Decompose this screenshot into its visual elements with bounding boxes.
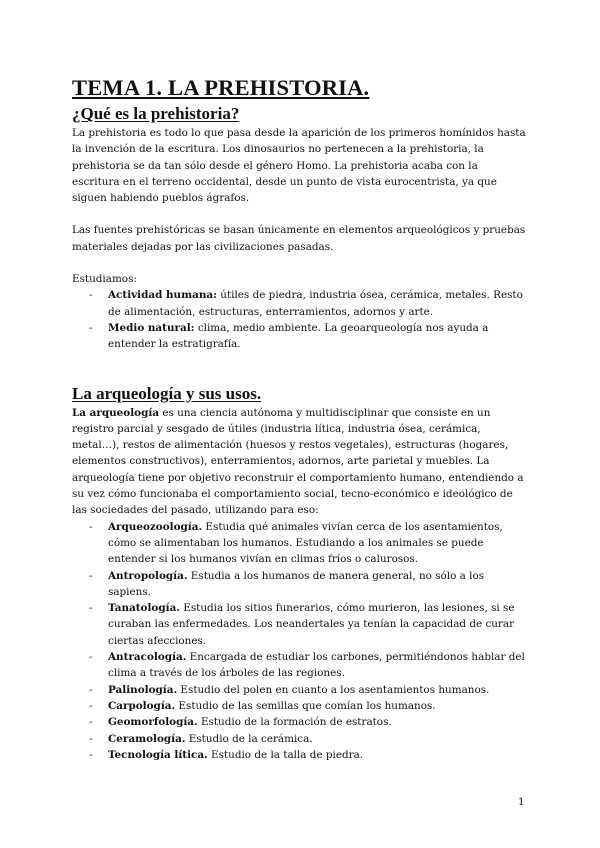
list-item — [72, 287, 528, 320]
list-item — [72, 519, 528, 568]
item-text: Estudio de la cerámica. — [185, 732, 313, 745]
list-item — [72, 649, 528, 682]
item-term: Tecnología lítica. — [108, 748, 208, 761]
list-item — [72, 682, 528, 698]
item-term: Antropología. — [108, 569, 188, 582]
item-text: Estudia qué animales vivían cerca de los asentamientos, cómo se alimentaban los humanos. Estudiando a los animales se puede entender si los humanos vivían en climas fríos o calurosos. — [108, 520, 503, 566]
item-term: Antracología. — [108, 651, 187, 664]
intro-term: La arqueología — [72, 406, 160, 419]
item-term: Ceramología. — [108, 732, 186, 745]
item-term: Arqueozoología. — [108, 520, 203, 533]
study-list — [72, 287, 528, 352]
page-title: TEMA 1. LA PREHISTORIA. — [72, 75, 370, 100]
list-item — [72, 568, 528, 601]
list-item — [72, 714, 528, 730]
item-term: Actividad humana: — [108, 289, 217, 302]
item-text: Estudia a los humanos de manera general, no sólo a los sapiens. — [108, 569, 485, 598]
list-item — [72, 747, 528, 763]
item-text: Encargada de estudiar los carbones, permitiéndonos hablar del clima a través de los árboles de las regiones. — [108, 651, 525, 680]
item-text: Estudio de la formación de estratos. — [197, 716, 392, 729]
item-term: Geomorfología. — [108, 716, 198, 729]
study-label: Estudiamos: — [72, 273, 137, 286]
item-text: útiles de piedra, industria ósea, cerámica, metales. Resto de alimentación, estructuras, enterramientos, adornos y arte. — [108, 289, 523, 318]
disciplines-list — [72, 519, 528, 763]
item-text: Estudio del polen en cuanto a los asentamientos humanos. — [177, 683, 490, 696]
list-item — [72, 731, 528, 747]
list-item — [72, 698, 528, 714]
item-term: Palinología. — [108, 683, 178, 696]
section-heading-prehistoria: ¿Qué es la prehistoria? — [72, 104, 240, 123]
item-term: Medio natural: — [108, 321, 195, 334]
section-heading-arqueologia: La arqueología y sus usos. — [72, 383, 262, 403]
paragraph-definition: La prehistoria es todo lo que pasa desde la aparición de los primeros homínidos hasta la invención de la escritura. Los dinosaurios no pertenecen a la prehistoria, la prehistoria se da tan sólo desde el género Homo. La prehistoria acaba con la escritura en el terreno occidental, desde un punto de vista eurocentrista, ya que siguen habiendo pueblos ágrafos. — [72, 127, 526, 205]
item-text: Estudio de las semillas que comían los humanos. — [175, 699, 436, 712]
item-text: clima, medio ambiente. La geoarqueología nos ayuda a entender la estratigrafía. — [108, 321, 489, 351]
item-term: Tanatología. — [108, 602, 180, 615]
item-text: Estudia los sitios funerarios, cómo murieron, las lesiones, si se curaban las enfermedades. Los neandertales ya tenían la capacidad de curar ciertas afecciones. — [108, 602, 515, 647]
list-item — [72, 320, 528, 353]
page-number: 1 — [518, 796, 525, 808]
paragraph-sources: Las fuentes prehistóricas se basan únicamente en elementos arqueológicos y pruebas materiales dejadas por las civilizaciones pasadas. — [72, 224, 526, 253]
list-item — [72, 600, 528, 649]
item-term: Carpología. — [108, 699, 176, 712]
paragraph-arqueologia — [72, 405, 528, 519]
intro-text: es una ciencia autónoma y multidisciplinar que consiste en un registro parcial y sesgado de útiles (industria lítica, industria ósea, cerámica, metal…), restos de alimentación (huesos y restos vegetales), estructuras (hogares, elementos constructivos), enterramientos, adornos, arte parietal y muebles. La arqueología tiene por objetivo reconstruir el comportamiento humano, entendiendo a su vez cómo funcionaba el comportamiento social, tecno-económico e ideológico de las sociedades del pasado, utilizando para eso: — [72, 406, 524, 517]
item-text: Estudio de la talla de piedra. — [207, 748, 364, 761]
document-page — [72, 74, 528, 763]
